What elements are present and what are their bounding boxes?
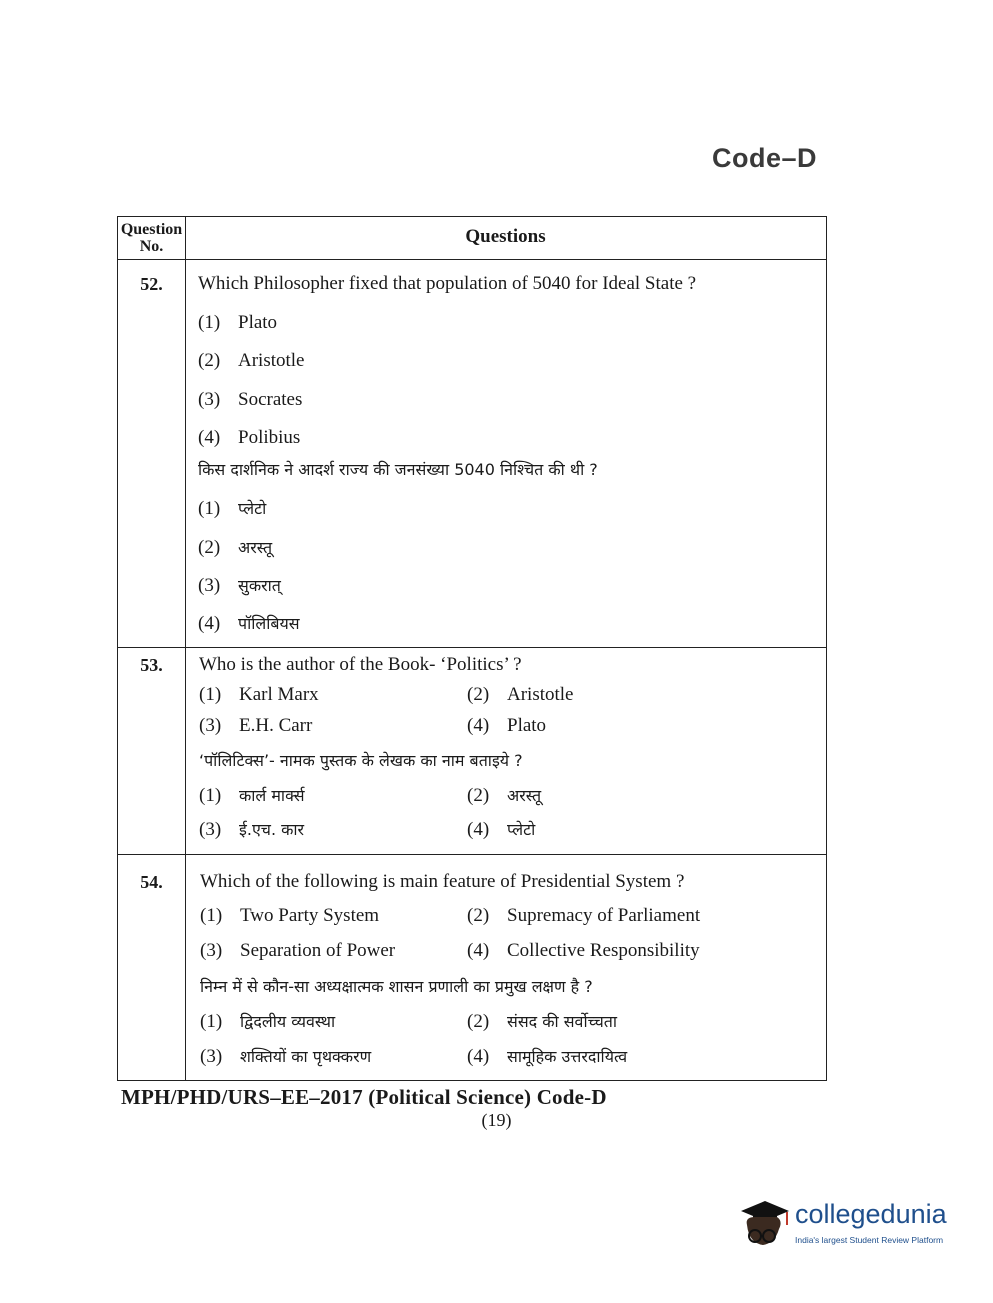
- option-number: (4): [467, 1046, 490, 1067]
- option-number: (4): [198, 427, 221, 448]
- option-en: [198, 312, 277, 334]
- question-number: 52.: [140, 274, 163, 294]
- header-qno-line2: No.: [139, 238, 164, 255]
- option-hi: [467, 1010, 617, 1033]
- option-text: Plato: [238, 312, 278, 333]
- option-text: ई.एच. कार: [239, 820, 305, 839]
- question-text-en: Who is the author of the Book- ‘Politics’ ?: [199, 654, 522, 675]
- option-number: (2): [467, 684, 490, 705]
- option-text: Aristotle: [238, 350, 305, 371]
- option-hi: [198, 536, 272, 559]
- questions-table: [117, 216, 827, 1081]
- exam-footer: MPH/PHD/URS–EE–2017 (Political Science) Code-D: [121, 1085, 607, 1109]
- option-text: सुकरात्: [238, 576, 281, 595]
- collegedunia-watermark: [735, 1195, 965, 1255]
- option-number: (1): [199, 785, 222, 806]
- option-text: Supremacy of Parliament: [507, 905, 701, 926]
- option-en: [198, 389, 302, 411]
- page-number: (19): [481, 1110, 512, 1130]
- option-hi: [200, 1045, 371, 1068]
- option-en: [199, 684, 319, 706]
- column-divider: [185, 217, 186, 1080]
- option-number: (4): [198, 613, 221, 634]
- option-number: (2): [198, 350, 221, 371]
- option-text: प्लेटो: [238, 499, 267, 518]
- option-text: अरस्तू: [507, 786, 542, 805]
- option-hi: [199, 784, 305, 807]
- option-number: (4): [467, 715, 490, 736]
- option-number: (2): [198, 537, 221, 558]
- option-text: Separation of Power: [240, 940, 396, 961]
- row-divider: [118, 854, 826, 855]
- option-text: प्लेटो: [507, 820, 536, 839]
- option-text: सामूहिक उत्तरदायित्व: [507, 1047, 628, 1066]
- option-hi: [467, 818, 535, 841]
- row-divider: [118, 259, 826, 260]
- option-number: (1): [200, 905, 223, 926]
- question-text-hi: निम्न में से कौन-सा अध्यक्षात्मक शासन प्रणाली का प्रमुख लक्षण है ?: [200, 977, 593, 996]
- option-number: (3): [200, 1046, 223, 1067]
- option-hi: [198, 574, 281, 597]
- question-number: 54.: [140, 872, 163, 892]
- option-text: Socrates: [238, 389, 303, 410]
- brand-name: collegedunia: [795, 1199, 947, 1229]
- option-text: कार्ल मार्क्स: [239, 786, 305, 805]
- option-hi: [198, 612, 300, 635]
- option-number: (3): [200, 940, 223, 961]
- option-text: शक्तियों का पृथक्करण: [240, 1047, 372, 1066]
- option-number: (2): [467, 905, 490, 926]
- option-text: अरस्तू: [238, 538, 273, 557]
- option-number: (1): [198, 312, 221, 333]
- option-text: E.H. Carr: [239, 715, 313, 736]
- option-number: (3): [199, 819, 222, 840]
- code-label: Code–D: [712, 143, 818, 173]
- header-question-no: [118, 221, 185, 255]
- option-en: [198, 350, 305, 372]
- option-en: [198, 427, 300, 449]
- row-divider: [118, 647, 826, 648]
- option-en: [467, 715, 546, 737]
- option-number: (3): [198, 575, 221, 596]
- option-hi: [467, 784, 541, 807]
- option-en: [200, 905, 379, 927]
- graduation-cap-mascot-icon: [735, 1195, 791, 1253]
- question-text-en: Which Philosopher fixed that population of 5040 for Ideal State ?: [198, 273, 697, 294]
- header-qno-line1: Question: [120, 221, 183, 238]
- option-number: (1): [199, 684, 222, 705]
- option-number: (2): [467, 1011, 490, 1032]
- option-text: Two Party System: [240, 905, 380, 926]
- option-text: द्विदलीय व्यवस्था: [240, 1012, 336, 1031]
- option-en: [200, 940, 395, 962]
- question-number: 53.: [140, 655, 163, 675]
- header-questions: Questions: [465, 226, 546, 247]
- brand-tagline: India's largest Student Review Platform: [795, 1235, 944, 1245]
- option-text: संसद की सर्वोच्चता: [507, 1012, 618, 1031]
- option-text: Plato: [507, 715, 547, 736]
- question-text-en: Which of the following is main feature of Presidential System ?: [200, 871, 685, 892]
- option-number: (1): [200, 1011, 223, 1032]
- option-hi: [199, 818, 304, 841]
- option-text: Collective Responsibility: [507, 940, 700, 961]
- option-number: (4): [467, 819, 490, 840]
- option-number: (1): [198, 498, 221, 519]
- question-text-hi: किस दार्शनिक ने आदर्श राज्य की जनसंख्या 5040 निश्चित की थी ?: [198, 460, 598, 479]
- option-hi: [198, 497, 266, 520]
- option-en: [467, 905, 700, 927]
- option-en: [467, 684, 574, 706]
- option-number: (3): [198, 389, 221, 410]
- option-text: Polibius: [238, 427, 301, 448]
- option-number: (3): [199, 715, 222, 736]
- option-hi: [200, 1010, 335, 1033]
- option-number: (4): [467, 940, 490, 961]
- option-en: [199, 715, 312, 737]
- option-number: (2): [467, 785, 490, 806]
- option-hi: [467, 1045, 627, 1068]
- option-text: पॉलिबियस: [238, 614, 300, 633]
- option-text: Karl Marx: [239, 684, 319, 705]
- option-en: [467, 940, 700, 962]
- option-text: Aristotle: [507, 684, 574, 705]
- question-text-hi: ‘पॉलिटिक्स’- नामक पुस्तक के लेखक का नाम बताइये ?: [199, 751, 523, 770]
